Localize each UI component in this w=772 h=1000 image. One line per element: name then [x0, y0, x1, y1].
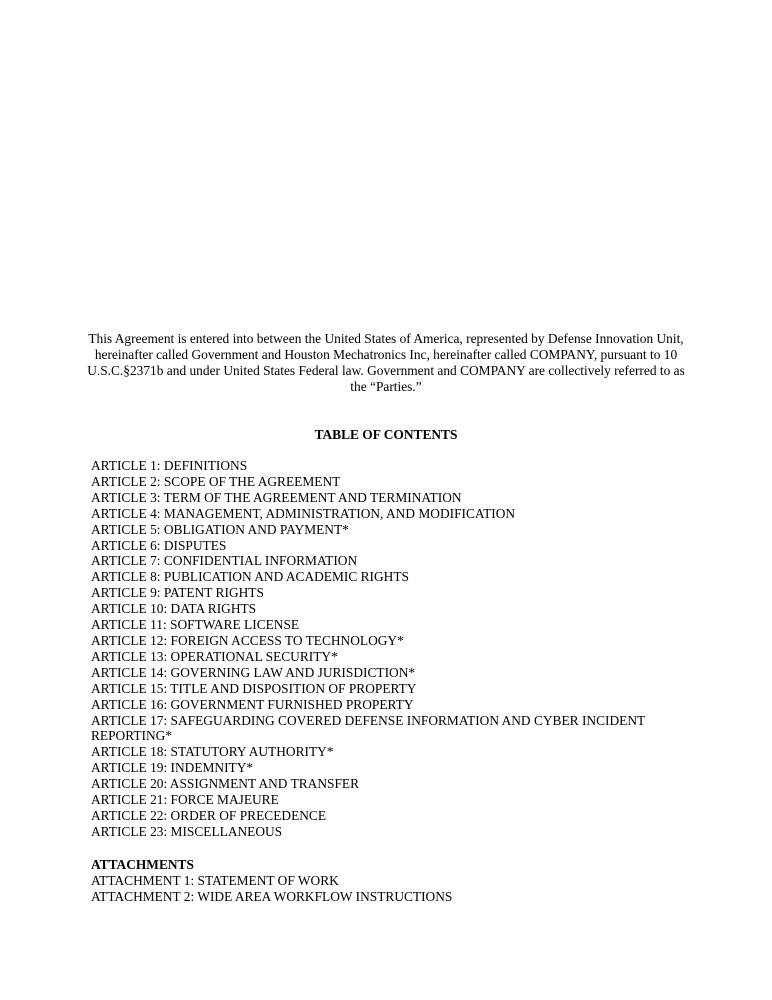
toc-heading: TABLE OF CONTENTS — [314, 427, 458, 442]
toc-article-item: ARTICLE 8: PUBLICATION AND ACADEMIC RIGHTS — [91, 569, 409, 585]
toc-article-item: ARTICLE 16: GOVERNMENT FURNISHED PROPERTY — [91, 696, 414, 712]
toc-article-item: ARTICLE 22: ORDER OF PRECEDENCE — [91, 807, 327, 823]
toc-article-item: ARTICLE 12: FOREIGN ACCESS TO TECHNOLOGY* — [91, 632, 404, 648]
toc-article-item: ARTICLE 6: DISPUTES — [91, 537, 227, 553]
agreement-preamble: This Agreement is entered into between the United States of America, represented by Defense Innovation Unit, hereinafter called Government and Houston Mechatronics Inc, hereinafter called COMPANY, pursuant to 10 U.S.C.§2371b and under United States Federal law. Government and COMPANY are collectively referred to as the “Parties.” — [87, 331, 685, 394]
toc-article-item: ARTICLE 23: MISCELLANEOUS — [91, 823, 283, 839]
toc-article-item: ARTICLE 1: DEFINITIONS — [91, 458, 248, 473]
toc-article-list — [91, 458, 691, 840]
attachment-item: ATTACHMENT 1: STATEMENT OF WORK — [91, 872, 339, 888]
toc-article-item: ARTICLE 3: TERM OF THE AGREEMENT AND TERMINATION — [91, 489, 462, 505]
toc-article-item: ARTICLE 17: SAFEGUARDING COVERED DEFENSE INFORMATION AND CYBER INCIDENT REPORTING* — [91, 712, 645, 744]
toc-article-item: ARTICLE 13: OPERATIONAL SECURITY* — [91, 648, 338, 664]
attachments-list — [91, 873, 691, 905]
toc-article-item: ARTICLE 9: PATENT RIGHTS — [91, 585, 264, 601]
toc-article-item: ARTICLE 14: GOVERNING LAW AND JURISDICTION* — [91, 664, 416, 680]
toc-article-item: ARTICLE 5: OBLIGATION AND PAYMENT* — [91, 521, 349, 537]
attachments-section — [91, 857, 691, 905]
toc-article-item: ARTICLE 20: ASSIGNMENT AND TRANSFER — [91, 776, 360, 792]
attachments-heading: ATTACHMENTS — [91, 857, 194, 872]
toc-article-item: ARTICLE 2: SCOPE OF THE AGREEMENT — [91, 473, 341, 489]
toc-article-item: ARTICLE 7: CONFIDENTIAL INFORMATION — [91, 553, 358, 569]
toc-article-item: ARTICLE 10: DATA RIGHTS — [91, 601, 257, 617]
attachment-item: ATTACHMENT 2: WIDE AREA WORKFLOW INSTRUCTIONS — [91, 888, 453, 904]
toc-article-item: ARTICLE 19: INDEMNITY* — [91, 760, 254, 776]
toc-article-item: ARTICLE 4: MANAGEMENT, ADMINISTRATION, AND MODIFICATION — [91, 505, 516, 521]
toc-article-item: ARTICLE 18: STATUTORY AUTHORITY* — [91, 744, 334, 760]
toc-article-item: ARTICLE 11: SOFTWARE LICENSE — [91, 617, 300, 633]
toc-article-item: ARTICLE 15: TITLE AND DISPOSITION OF PROPERTY — [91, 680, 417, 696]
toc-article-item: ARTICLE 21: FORCE MAJEURE — [91, 792, 279, 808]
